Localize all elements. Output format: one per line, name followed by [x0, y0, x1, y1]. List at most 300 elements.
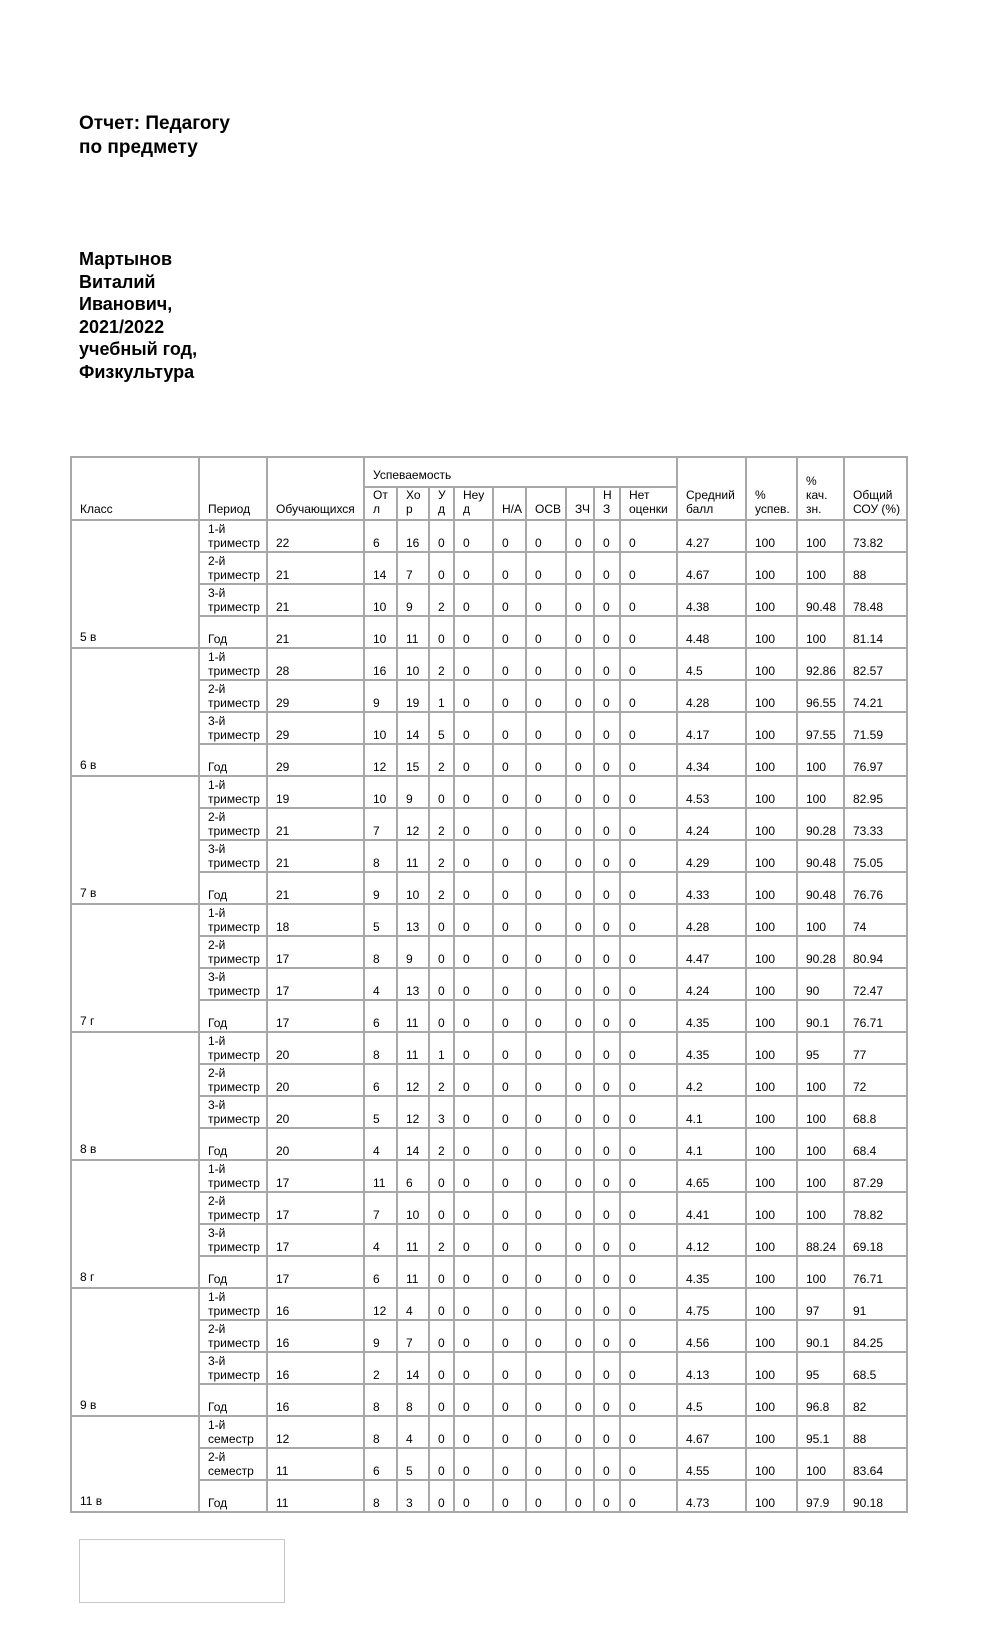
cell-osv: 0: [526, 520, 566, 552]
cell-zch: 0: [566, 616, 594, 648]
cell-zch: 0: [566, 1448, 594, 1480]
cell-ud: 0: [429, 520, 454, 552]
header-na: Н/А: [493, 487, 526, 520]
cell-osv: 0: [526, 616, 566, 648]
cell-students: 21: [267, 872, 364, 904]
cell-hor: 3: [397, 1480, 429, 1512]
cell-osv: 0: [526, 936, 566, 968]
cell-students: 20: [267, 1032, 364, 1064]
cell-no-grade: 0: [620, 1480, 677, 1512]
cell-hor: 7: [397, 1320, 429, 1352]
cell-sou: 72.47: [844, 968, 907, 1000]
cell-avg: 4.5: [677, 1384, 746, 1416]
cell-nz: 0: [594, 616, 620, 648]
cell-osv: 0: [526, 840, 566, 872]
cell-nz: 0: [594, 552, 620, 584]
cell-ud: 0: [429, 1192, 454, 1224]
cell-zch: 0: [566, 1160, 594, 1192]
cell-kach: 90.48: [797, 840, 844, 872]
cell-ud: 2: [429, 648, 454, 680]
class-name-cell: 6 в: [71, 648, 199, 776]
cell-no-grade: 0: [620, 520, 677, 552]
cell-avg: 4.67: [677, 552, 746, 584]
cell-na: 0: [493, 520, 526, 552]
cell-usp: 100: [746, 1160, 797, 1192]
cell-avg: 4.48: [677, 616, 746, 648]
cell-kach: 97.55: [797, 712, 844, 744]
cell-na: 0: [493, 712, 526, 744]
cell-kach: 100: [797, 616, 844, 648]
cell-nz: 0: [594, 904, 620, 936]
cell-period: 2-й триместр: [199, 1320, 267, 1352]
cell-zch: 0: [566, 1480, 594, 1512]
cell-no-grade: 0: [620, 1352, 677, 1384]
cell-zch: 0: [566, 968, 594, 1000]
cell-hor: 5: [397, 1448, 429, 1480]
cell-period: Год: [199, 1384, 267, 1416]
header-zch: ЗЧ: [566, 487, 594, 520]
cell-kach: 100: [797, 744, 844, 776]
cell-hor: 10: [397, 1192, 429, 1224]
cell-zch: 0: [566, 1320, 594, 1352]
cell-ud: 0: [429, 616, 454, 648]
cell-avg: 4.29: [677, 840, 746, 872]
cell-avg: 4.12: [677, 1224, 746, 1256]
cell-kach: 90.1: [797, 1000, 844, 1032]
class-name-cell: 5 в: [71, 520, 199, 648]
cell-osv: 0: [526, 1192, 566, 1224]
cell-period: Год: [199, 1256, 267, 1288]
cell-ud: 2: [429, 1064, 454, 1096]
cell-ud: 0: [429, 1288, 454, 1320]
cell-osv: 0: [526, 1288, 566, 1320]
cell-students: 22: [267, 520, 364, 552]
cell-otl: 8: [364, 1480, 397, 1512]
cell-students: 29: [267, 744, 364, 776]
cell-zch: 0: [566, 520, 594, 552]
cell-hor: 9: [397, 776, 429, 808]
cell-period: 3-й триместр: [199, 1352, 267, 1384]
cell-na: 0: [493, 1160, 526, 1192]
cell-sou: 83.64: [844, 1448, 907, 1480]
cell-kach: 100: [797, 1192, 844, 1224]
cell-hor: 12: [397, 1064, 429, 1096]
cell-osv: 0: [526, 680, 566, 712]
cell-neud: 0: [454, 648, 493, 680]
cell-avg: 4.35: [677, 1256, 746, 1288]
table-row: [71, 1160, 907, 1192]
cell-na: 0: [493, 1096, 526, 1128]
cell-students: 21: [267, 552, 364, 584]
cell-period: Год: [199, 1128, 267, 1160]
cell-students: 28: [267, 648, 364, 680]
cell-hor: 16: [397, 520, 429, 552]
cell-no-grade: 0: [620, 1128, 677, 1160]
cell-zch: 0: [566, 1000, 594, 1032]
cell-sou: 76.97: [844, 744, 907, 776]
cell-sou: 84.25: [844, 1320, 907, 1352]
header-kach: % кач. зн.: [797, 457, 844, 520]
cell-otl: 2: [364, 1352, 397, 1384]
cell-sou: 75.05: [844, 840, 907, 872]
cell-avg: 4.13: [677, 1352, 746, 1384]
cell-sou: 68.4: [844, 1128, 907, 1160]
cell-hor: 14: [397, 712, 429, 744]
cell-neud: 0: [454, 1448, 493, 1480]
cell-period: 3-й триместр: [199, 968, 267, 1000]
cell-sou: 69.18: [844, 1224, 907, 1256]
cell-kach: 96.55: [797, 680, 844, 712]
cell-students: 12: [267, 1416, 364, 1448]
cell-sou: 87.29: [844, 1160, 907, 1192]
cell-nz: 0: [594, 648, 620, 680]
cell-nz: 0: [594, 808, 620, 840]
cell-avg: 4.75: [677, 1288, 746, 1320]
cell-osv: 0: [526, 904, 566, 936]
cell-kach: 96.8: [797, 1384, 844, 1416]
cell-na: 0: [493, 1128, 526, 1160]
cell-period: 3-й триместр: [199, 840, 267, 872]
class-name-cell: 7 в: [71, 776, 199, 904]
cell-na: 0: [493, 584, 526, 616]
class-name-cell: 8 в: [71, 1032, 199, 1160]
cell-usp: 100: [746, 1352, 797, 1384]
cell-period: 1-й триместр: [199, 904, 267, 936]
cell-osv: 0: [526, 1224, 566, 1256]
cell-period: 2-й триместр: [199, 1192, 267, 1224]
header-hor: Хор: [397, 487, 429, 520]
cell-na: 0: [493, 1320, 526, 1352]
header-ud: Уд: [429, 487, 454, 520]
cell-usp: 100: [746, 1448, 797, 1480]
cell-avg: 4.38: [677, 584, 746, 616]
cell-kach: 90.48: [797, 872, 844, 904]
header-klass: Класс: [71, 457, 199, 520]
cell-period: 2-й триместр: [199, 552, 267, 584]
header-nz: НЗ: [594, 487, 620, 520]
cell-na: 0: [493, 1416, 526, 1448]
cell-kach: 100: [797, 1448, 844, 1480]
cell-ud: 0: [429, 968, 454, 1000]
cell-neud: 0: [454, 1480, 493, 1512]
cell-kach: 95: [797, 1032, 844, 1064]
cell-hor: 4: [397, 1416, 429, 1448]
cell-kach: 100: [797, 1256, 844, 1288]
cell-nz: 0: [594, 1128, 620, 1160]
cell-otl: 5: [364, 904, 397, 936]
cell-sou: 71.59: [844, 712, 907, 744]
cell-nz: 0: [594, 936, 620, 968]
cell-zch: 0: [566, 552, 594, 584]
cell-period: 1-й семестр: [199, 1416, 267, 1448]
cell-ud: 0: [429, 1256, 454, 1288]
cell-osv: 0: [526, 1096, 566, 1128]
cell-osv: 0: [526, 1256, 566, 1288]
cell-nz: 0: [594, 1096, 620, 1128]
cell-avg: 4.5: [677, 648, 746, 680]
cell-osv: 0: [526, 1000, 566, 1032]
cell-nz: 0: [594, 1224, 620, 1256]
table-row: [71, 776, 907, 808]
header-osv: ОСВ: [526, 487, 566, 520]
cell-period: Год: [199, 1000, 267, 1032]
cell-students: 19: [267, 776, 364, 808]
cell-hor: 11: [397, 1256, 429, 1288]
cell-period: Год: [199, 1480, 267, 1512]
cell-otl: 8: [364, 1032, 397, 1064]
cell-kach: 95: [797, 1352, 844, 1384]
cell-osv: 0: [526, 1416, 566, 1448]
cell-ud: 3: [429, 1096, 454, 1128]
cell-otl: 6: [364, 1000, 397, 1032]
cell-sou: 82.57: [844, 648, 907, 680]
cell-ud: 2: [429, 872, 454, 904]
cell-usp: 100: [746, 1192, 797, 1224]
cell-nz: 0: [594, 1416, 620, 1448]
cell-usp: 100: [746, 680, 797, 712]
cell-no-grade: 0: [620, 1192, 677, 1224]
cell-sou: 68.5: [844, 1352, 907, 1384]
cell-hor: 8: [397, 1384, 429, 1416]
cell-period: 2-й триместр: [199, 936, 267, 968]
cell-otl: 10: [364, 584, 397, 616]
header-usp: % успев.: [746, 457, 797, 520]
cell-na: 0: [493, 1032, 526, 1064]
cell-osv: 0: [526, 712, 566, 744]
cell-ud: 0: [429, 936, 454, 968]
cell-ud: 0: [429, 1352, 454, 1384]
cell-no-grade: 0: [620, 776, 677, 808]
cell-neud: 0: [454, 968, 493, 1000]
cell-students: 17: [267, 1000, 364, 1032]
cell-na: 0: [493, 1192, 526, 1224]
cell-osv: 0: [526, 968, 566, 1000]
cell-ud: 0: [429, 1480, 454, 1512]
cell-neud: 0: [454, 1224, 493, 1256]
cell-ud: 0: [429, 552, 454, 584]
cell-zch: 0: [566, 936, 594, 968]
cell-avg: 4.56: [677, 1320, 746, 1352]
cell-kach: 100: [797, 904, 844, 936]
cell-students: 17: [267, 1160, 364, 1192]
cell-ud: 5: [429, 712, 454, 744]
cell-osv: 0: [526, 1064, 566, 1096]
cell-hor: 12: [397, 808, 429, 840]
cell-no-grade: 0: [620, 968, 677, 1000]
cell-usp: 100: [746, 1384, 797, 1416]
cell-hor: 10: [397, 872, 429, 904]
table-row: [71, 1416, 907, 1448]
cell-zch: 0: [566, 1096, 594, 1128]
cell-avg: 4.24: [677, 968, 746, 1000]
header-no-grade: Нет оценки: [620, 487, 677, 520]
cell-osv: 0: [526, 1448, 566, 1480]
cell-neud: 0: [454, 872, 493, 904]
cell-no-grade: 0: [620, 1256, 677, 1288]
cell-otl: 8: [364, 936, 397, 968]
cell-hor: 11: [397, 1224, 429, 1256]
cell-period: 2-й триместр: [199, 808, 267, 840]
cell-no-grade: 0: [620, 1416, 677, 1448]
cell-osv: 0: [526, 1032, 566, 1064]
cell-ud: 0: [429, 1320, 454, 1352]
cell-neud: 0: [454, 1128, 493, 1160]
cell-kach: 97.9: [797, 1480, 844, 1512]
cell-nz: 0: [594, 872, 620, 904]
cell-zch: 0: [566, 1256, 594, 1288]
cell-usp: 100: [746, 840, 797, 872]
cell-otl: 6: [364, 1064, 397, 1096]
cell-ud: 1: [429, 680, 454, 712]
cell-students: 16: [267, 1320, 364, 1352]
cell-students: 17: [267, 1256, 364, 1288]
cell-neud: 0: [454, 1000, 493, 1032]
cell-usp: 100: [746, 584, 797, 616]
cell-avg: 4.34: [677, 744, 746, 776]
cell-period: Год: [199, 872, 267, 904]
cell-kach: 100: [797, 776, 844, 808]
cell-zch: 0: [566, 904, 594, 936]
cell-zch: 0: [566, 1352, 594, 1384]
cell-neud: 0: [454, 936, 493, 968]
cell-osv: 0: [526, 1480, 566, 1512]
cell-usp: 100: [746, 1032, 797, 1064]
cell-no-grade: 0: [620, 872, 677, 904]
cell-no-grade: 0: [620, 1000, 677, 1032]
cell-sou: 72: [844, 1064, 907, 1096]
cell-no-grade: 0: [620, 904, 677, 936]
cell-no-grade: 0: [620, 1096, 677, 1128]
cell-no-grade: 0: [620, 616, 677, 648]
cell-sou: 74: [844, 904, 907, 936]
cell-students: 17: [267, 968, 364, 1000]
cell-nz: 0: [594, 1256, 620, 1288]
cell-sou: 81.14: [844, 616, 907, 648]
cell-no-grade: 0: [620, 1032, 677, 1064]
cell-osv: 0: [526, 776, 566, 808]
report-table: [70, 456, 908, 1513]
cell-nz: 0: [594, 1000, 620, 1032]
cell-avg: 4.65: [677, 1160, 746, 1192]
cell-neud: 0: [454, 808, 493, 840]
cell-sou: 76.71: [844, 1000, 907, 1032]
cell-neud: 0: [454, 1256, 493, 1288]
cell-kach: 90.28: [797, 808, 844, 840]
cell-neud: 0: [454, 584, 493, 616]
cell-avg: 4.73: [677, 1480, 746, 1512]
cell-sou: 68.8: [844, 1096, 907, 1128]
class-name-cell: 8 г: [71, 1160, 199, 1288]
cell-nz: 0: [594, 712, 620, 744]
cell-period: 3-й триместр: [199, 1224, 267, 1256]
cell-avg: 4.41: [677, 1192, 746, 1224]
cell-neud: 0: [454, 1416, 493, 1448]
cell-ud: 0: [429, 1384, 454, 1416]
cell-hor: 14: [397, 1352, 429, 1384]
header-period: Период: [199, 457, 267, 520]
cell-students: 29: [267, 680, 364, 712]
cell-zch: 0: [566, 648, 594, 680]
cell-no-grade: 0: [620, 744, 677, 776]
cell-osv: 0: [526, 808, 566, 840]
cell-usp: 100: [746, 904, 797, 936]
cell-usp: 100: [746, 1256, 797, 1288]
cell-na: 0: [493, 1480, 526, 1512]
cell-sou: 74.21: [844, 680, 907, 712]
cell-usp: 100: [746, 1096, 797, 1128]
cell-zch: 0: [566, 1192, 594, 1224]
cell-students: 18: [267, 904, 364, 936]
cell-otl: 8: [364, 1416, 397, 1448]
cell-period: 2-й триместр: [199, 1064, 267, 1096]
cell-usp: 100: [746, 1480, 797, 1512]
cell-period: 1-й триместр: [199, 648, 267, 680]
cell-sou: 91: [844, 1288, 907, 1320]
cell-sou: 82: [844, 1384, 907, 1416]
cell-ud: 0: [429, 1000, 454, 1032]
cell-no-grade: 0: [620, 808, 677, 840]
cell-kach: 90.28: [797, 936, 844, 968]
cell-usp: 100: [746, 1320, 797, 1352]
cell-students: 11: [267, 1448, 364, 1480]
cell-usp: 100: [746, 936, 797, 968]
cell-no-grade: 0: [620, 1384, 677, 1416]
cell-students: 21: [267, 584, 364, 616]
cell-osv: 0: [526, 1384, 566, 1416]
cell-avg: 4.67: [677, 1416, 746, 1448]
cell-otl: 4: [364, 1224, 397, 1256]
cell-ud: 2: [429, 840, 454, 872]
cell-osv: 0: [526, 552, 566, 584]
cell-usp: 100: [746, 808, 797, 840]
cell-no-grade: 0: [620, 1288, 677, 1320]
cell-zch: 0: [566, 1288, 594, 1320]
cell-neud: 0: [454, 1064, 493, 1096]
cell-nz: 0: [594, 1352, 620, 1384]
cell-na: 0: [493, 1384, 526, 1416]
cell-neud: 0: [454, 520, 493, 552]
cell-nz: 0: [594, 1480, 620, 1512]
cell-neud: 0: [454, 744, 493, 776]
cell-otl: 6: [364, 1256, 397, 1288]
cell-na: 0: [493, 904, 526, 936]
cell-period: Год: [199, 616, 267, 648]
cell-students: 29: [267, 712, 364, 744]
cell-students: 17: [267, 1224, 364, 1256]
cell-kach: 90.1: [797, 1320, 844, 1352]
cell-osv: 0: [526, 744, 566, 776]
cell-usp: 100: [746, 872, 797, 904]
cell-nz: 0: [594, 744, 620, 776]
cell-na: 0: [493, 744, 526, 776]
cell-kach: 100: [797, 520, 844, 552]
cell-neud: 0: [454, 1096, 493, 1128]
cell-nz: 0: [594, 776, 620, 808]
table-row: [71, 520, 907, 552]
cell-otl: 10: [364, 776, 397, 808]
cell-usp: 100: [746, 776, 797, 808]
cell-hor: 11: [397, 1032, 429, 1064]
cell-avg: 4.53: [677, 776, 746, 808]
cell-sou: 76.76: [844, 872, 907, 904]
cell-osv: 0: [526, 584, 566, 616]
cell-osv: 0: [526, 1352, 566, 1384]
cell-period: 3-й триместр: [199, 712, 267, 744]
cell-no-grade: 0: [620, 712, 677, 744]
header-sou: Общий СОУ (%): [844, 457, 907, 520]
cell-students: 21: [267, 808, 364, 840]
cell-kach: 100: [797, 1128, 844, 1160]
